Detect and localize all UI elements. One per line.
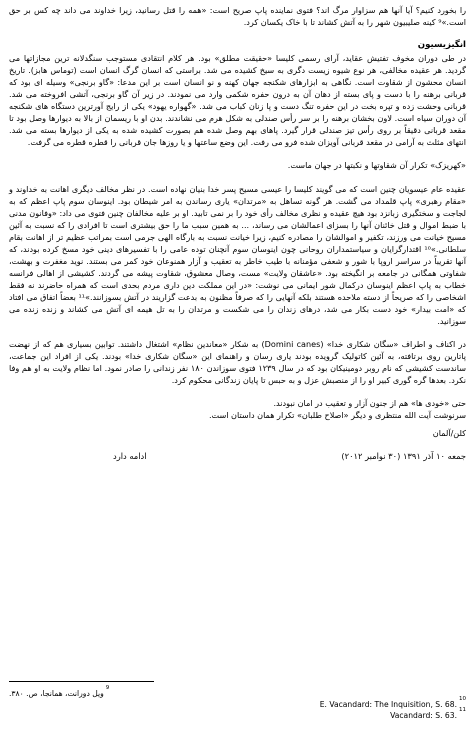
closing-paragraph-2: سرنوشت آیت الله منتظری و دیگر «اصلاح طلبان» تکرار همان داستان است. xyxy=(208,410,466,421)
publish-date: جمعه ۱۰ آذر ۱۳۹۱ (۳۰ نوامبر ۲۰۱۲) xyxy=(341,451,466,462)
footnote-9: 9 ویل دورانت، همانجا، ص. ۳۸۰. xyxy=(9,685,110,698)
footnote-11: Vacandard: S. 63. 11 xyxy=(390,707,466,720)
footnote-text: ویل دورانت، همانجا، ص. ۳۸۰. xyxy=(9,689,104,698)
dissent-paragraph: عقیده عام عیسویان چنین است که می گویند کلیسا را عیسی مسیح پسر خدا بنیان نهاده است. در نظر مخالف دیگری اهانت به خداوند و «مقام رهبری» پاپ قلمداد می گشت. هر گونه تساهل به «مرتدان» یاری رساندن به امر شیطان بود. اینوسان سوم پاپ اعظم که به لجاجت و سختگیری زبانزد بود هیچ عقیده و نظری مخالف رأی خود را بر نمی تابید. او بر علیه مخالفان چنین فتوی می داد: «وفانون مدنی با ضبط اموال و قتل خائنان آنها را بسزای اعمالشان می رساند، ... به همین سبب ما را حق بیشتری است تا افرادی را که نسبت به آئین مسیح خیانت می ورزند، تکفیر و اموالشان را مصادره کنیم، زیرا خیانت نسبت به بارگاه الهی جرمی است بمراتب عظیم تر از اهانت بقام سلطانی.»¹⁰ اقتدارگرایان و سیاستمداران روحانی چون اینوسان سوم آنچنان توده عامی را با تفسیرهای دینی خود مسخ کرده بودند، که آنها تقریباً در سراسر اروپا با شور و شعفی مؤمنانه با طیب خاطر به تعقیب و آزار همنوعان خود کمر می بستند. نوید مغفرت و بهشت، شفاوتی همگانی در جامعه بر انگیخته بود. «عاشقان ولایت» مست، وصال معشوق، شقاوت پیشه می گردند. کشیشی از اهالی فرانسه خطاب به پاپ اعظم اینوسان درکمال شور ایمانی می نوشت: «در این مملکت دین داری مردم بحدی است که همراه حاضرند نه فقط اشخاصی را که صریحاً از دسته ملاحده هستند بلکه آنهایی را که صرفاً مظنون به بدعت گزاریند در آتش بسوزانند.»¹¹ بعضاً اتفاق می افتاد که «امت بیدار» خود دست بکار می شد، درهای زندان را می شکست و مرتدان را به تل هیمه ای آتش می کشاند و زنده زنده می سوزانید. xyxy=(9,183,466,327)
footnote-10: E. Vacandard: The Inquisition, S. 68. 10 xyxy=(319,696,466,709)
section-heading: انگیزیسیون xyxy=(417,40,466,51)
intro-paragraph: را بخورد کنیم؟ آیا آنها هم سزاوار مرگ اند؟ فتوی نماینده پاپ صریح است: «همه را قتل رسانید، زیرا خداوند می داند چه کس بر حق است.»⁹ کینه صلیبیون شهر را به آتش کشاند تا با خاک یکسان کرد. xyxy=(9,5,466,28)
dogs-paragraph: در اکناف و اطراف «سگان شکاری خدا» (Domini canes) به شکار «معاندین نظام» اشتغال داشتند. توابین بسیاری هم که از نهضت پاتارین روی برتافته، به آئین کاتولیک گرویده بودند یاری رسان و راهنمای این «سگان شکاری خدا» بودند. یکی از افراد این جماعت، ساندست کشیشی که نام روبر دومینیکان بود که در سال ۱۲۳۹ فتوی سوزاندن ۱۸۰ نفر زندانی را صادر نمود. اما نظام ولایت به او هم وفا نکرد. بعدها گره گوری کبیر او را از منصبش عزل و به حبس تا پایان زندگانی محکوم کرد. xyxy=(9,339,466,386)
footnote-divider xyxy=(9,681,154,682)
footnote-text: Vacandard: S. 63. xyxy=(390,711,457,720)
footnote-text: E. Vacandard: The Inquisition, S. 68. xyxy=(319,700,457,709)
footnotes xyxy=(9,685,466,721)
quote-paragraph: «کهریزک» تکرار آن شقاوتها و نکبتها در جهان ماست. xyxy=(287,160,466,171)
signature: کلن/آلمان xyxy=(432,428,466,439)
inquisition-paragraph: در طی دوران مخوف تفتیش عقاید، آرای رسمی کلیسا «حقیقت مطلق» بود. هر کلام انتقادی مستوجب سنگدلانه ترین مجازاتها می گردید. هر عقیده مخالفی، هر نوع شیوه زیست دگری به سیخ کشیده می شد. براستی که انسان گرگ انسان است (توماس هابز). تاریخ انسان محشون از شقاوت است. نگاهی به ابزارهای شکنجه جهان کهنه و نو انسان است بر این مدعا: «گاو برنجی» وسیله ای بود که قربانی برهنه را با دست و پای بسته از دهان آن به درون حفره شکمی وارد می نمودند. در زیر آن گاو برنجی، آتشی افروخته می شد. قربانی وحشت زده و تپره بخت در این حفره تنگ دست و پا زنان کباب می شد. «گهواره یهود» یکی از رایج آورترین دستگاه های شکنجه آن دوران سیاه است. لاون بخشان برهنه را بر سر رأس صندلی به شکل هرم می نشاندند. بدن او با ریسمان از بالا به دیوارها وصل بود تا مقعد قربانی دقیقاً بر روی رأس تیز صندلی قرار گیرد. پاهای بهم وصل شده هم بصورت کشیده شده به یکی از دیوارها بسته می شد. انتهای مثلث به آرامی در مقعد قربانی آویزان شده فرو می رفت. این وضع ساعتها و یا روزها جان قربانی را قطره قطره می گرفت. xyxy=(9,53,466,148)
date-row xyxy=(9,450,466,462)
continued-label: ادامه دارد xyxy=(113,451,147,462)
closing-paragraph-1: حتی «خودی ها» هم از جنون آزار و تعقیب در امان نبودند. xyxy=(273,398,466,409)
